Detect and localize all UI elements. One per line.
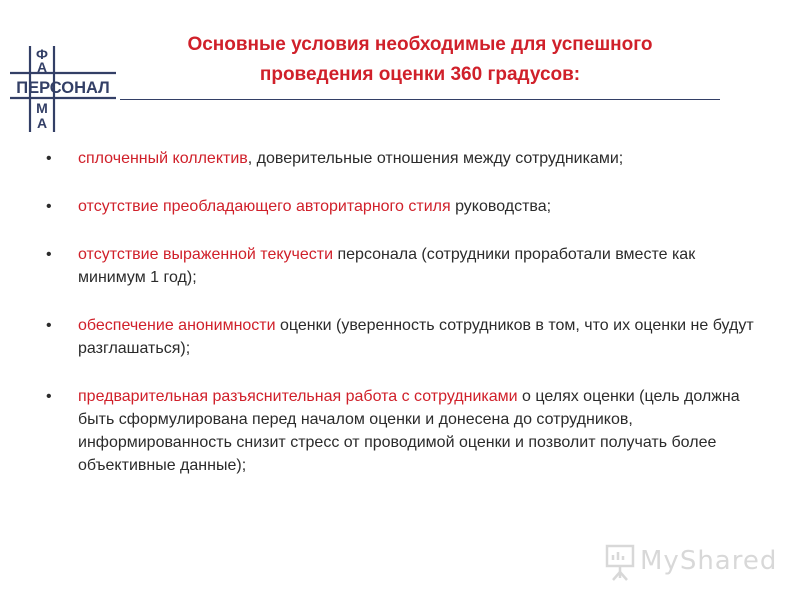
company-logo — [8, 44, 120, 134]
highlight-text: предварительная разъяснительная работа с сотрудниками — [78, 388, 518, 405]
title-divider — [120, 99, 720, 100]
logo-word: ПЕРСОНАЛ — [16, 79, 110, 97]
conditions-list — [46, 147, 766, 502]
highlight-text: отсутствие преобладающего авторитарного стиля — [78, 198, 451, 215]
item-text: персонала (сотрудники проработали вместе как минимум 1 год); — [78, 246, 696, 286]
title-line-2: проведения оценки 360 градусов: — [259, 64, 581, 85]
list-item — [46, 314, 766, 360]
highlight-text: обеспечение анонимности — [78, 317, 276, 334]
list-item — [46, 147, 766, 170]
list-item — [46, 385, 766, 477]
slide-title — [120, 30, 720, 90]
watermark — [604, 540, 778, 584]
highlight-text: отсутствие выраженной текучести — [78, 246, 334, 263]
logo-letter: А — [36, 115, 48, 131]
title-line-1: Основные условия необходимые для успешного — [187, 34, 653, 55]
item-text: оценки (уверенность сотрудников в том, что их оценки не будут разглашаться); — [78, 317, 754, 357]
bullet-marker: • — [46, 150, 52, 167]
item-text: , доверительные отношения между сотрудниками; — [247, 150, 624, 167]
item-text: о целях оценки (цель должна быть сформулирована перед началом оценки и донесена до сотрудников, информированность снизит стресс от проводимой оценки и позволит получать более объективные данные); — [78, 388, 740, 474]
item-text: руководства; — [450, 198, 552, 215]
logo-letter: А — [36, 59, 48, 75]
list-item — [46, 243, 766, 289]
bullet-marker: • — [46, 246, 52, 263]
bullet-marker: • — [46, 317, 52, 334]
bullet-marker: • — [46, 198, 52, 215]
highlight-text: сплоченный коллектив — [78, 150, 248, 167]
logo-letter: М — [36, 100, 48, 116]
bullet-marker: • — [46, 388, 52, 405]
list-item — [46, 195, 766, 218]
logo-letter: Ф — [36, 46, 48, 62]
presentation-board-icon — [604, 542, 636, 582]
watermark-text: MyShared — [640, 546, 778, 576]
